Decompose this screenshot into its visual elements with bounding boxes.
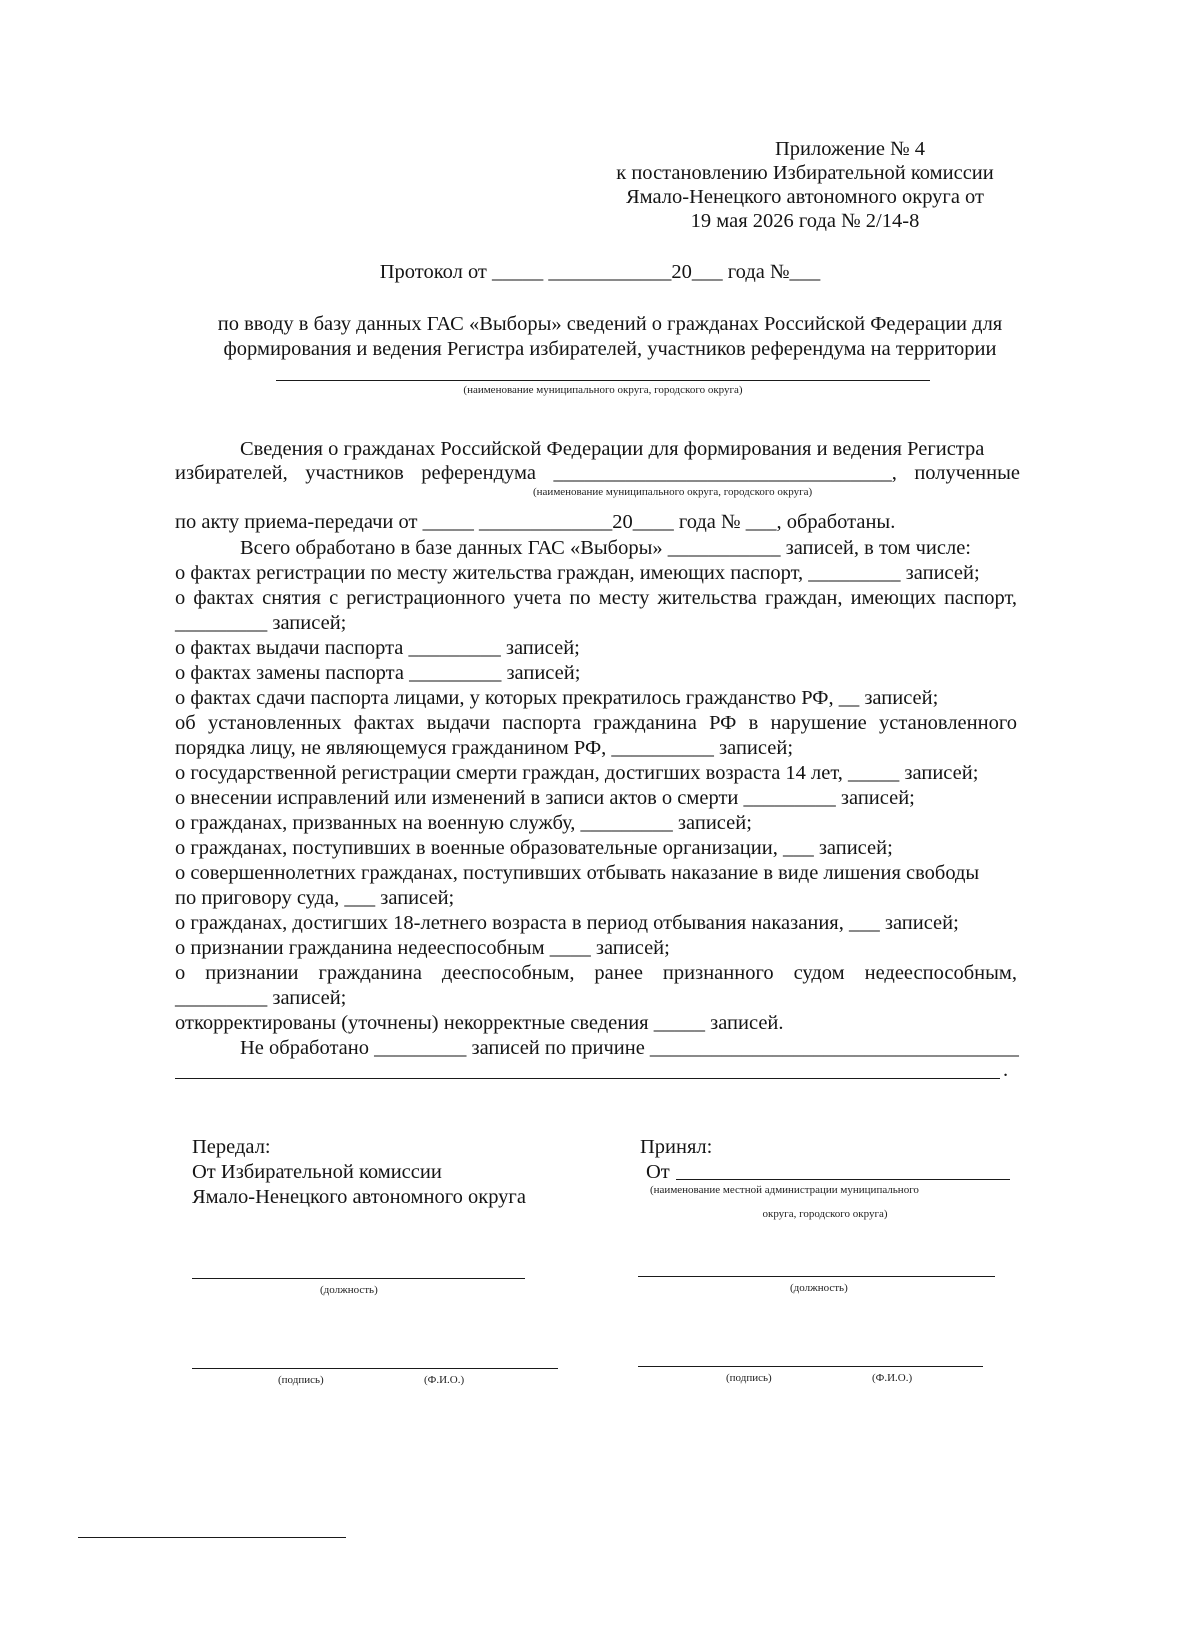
transferred-by-title: Передал: (192, 1136, 271, 1158)
list-item: о государственной регистрации смерти граждан, достигших возраста 14 лет, _____ записей; (175, 762, 979, 784)
list-item: об установленных фактах выдачи паспорта гражданина РФ в нарушение установленного (175, 712, 1017, 734)
left-position-caption: (должность) (320, 1284, 378, 1296)
list-item: порядка лицу, не являющемуся гражданином РФ, __________ записей; (175, 737, 794, 759)
received-by-org-line (676, 1179, 1010, 1180)
list-item: по приговору суда, ___ записей; (175, 887, 455, 909)
act-line: по акту приема-передачи от _____ _____________20____ года № ___, обработаны. (175, 511, 896, 533)
list-item: _________ записей; (175, 987, 347, 1009)
footnote-separator (78, 1537, 346, 1538)
list-item: о гражданах, достигших 18-летнего возраста в период отбывания наказания, ___ записей; (175, 912, 959, 934)
reason-end-dot: . (1003, 1059, 1009, 1081)
list-item: о внесении исправлений или изменений в записи актов о смерти _________ записей; (175, 787, 915, 809)
left-position-line (192, 1278, 525, 1279)
left-signature-caption: (подпись) (278, 1374, 324, 1386)
transferred-by-org-line1: От Избирательной комиссии (192, 1161, 442, 1183)
header-date-number: 19 мая 2026 года № 2/14-8 (690, 210, 920, 232)
territory-blank-line (276, 380, 930, 381)
list-item: о признании гражданина недееспособным ____ записей; (175, 937, 670, 959)
not-processed-line: Не обработано _________ записей по причине ____________________________________ (240, 1037, 1019, 1059)
list-item: о совершеннолетних гражданах, поступивших отбывать наказание в виде лишения свободы (175, 862, 980, 884)
right-name-caption: (Ф.И.О.) (872, 1372, 913, 1384)
list-item: о признании гражданина дееспособным, ранее признанного судом недееспособным, (175, 962, 1017, 984)
list-item: откорректированы (уточнены) некорректные сведения _____ записей. (175, 1012, 784, 1034)
list-item: о фактах сдачи паспорта лицами, у которых прекратилось гражданство РФ, __ записей; (175, 687, 939, 709)
left-signature-line (192, 1368, 558, 1369)
left-name-caption: (Ф.И.О.) (424, 1374, 465, 1386)
received-by-from: От (646, 1161, 670, 1183)
received-by-org-caption-line1: (наименование местной администрации муниципального (650, 1184, 919, 1196)
reason-blank-line (175, 1078, 1000, 1079)
transferred-by-org-line2: Ямало-Ненецкого автономного округа (192, 1186, 526, 1208)
list-item: о фактах регистрации по месту жительства граждан, имеющих паспорт, _________ записей; (175, 562, 980, 584)
list-item: _________ записей; (175, 612, 347, 634)
protocol-subtitle-line2: формирования и ведения Регистра избирателей, участников референдума на территории (223, 338, 997, 360)
list-item: о фактах снятия с регистрационного учета по месту жительства граждан, имеющих паспорт, (175, 587, 1017, 609)
right-position-line (638, 1276, 995, 1277)
list-item: о фактах выдачи паспорта _________ записей; (175, 637, 580, 659)
territory-caption: (наименование муниципального округа, городского округа) (463, 384, 743, 396)
intro-line1: Сведения о гражданах Российской Федерации для формирования и ведения Регистра (240, 438, 985, 460)
right-position-caption: (должность) (790, 1282, 848, 1294)
intro-line2: избирателей, участников референдума _________________________________, полученные (175, 462, 1020, 484)
intro-line2-caption: (наименование муниципального округа, городского округа) (533, 486, 813, 498)
total-processed-line: Всего обработано в базе данных ГАС «Выборы» ___________ записей, в том числе: (240, 537, 972, 559)
received-by-org-caption-line2: округа, городского округа) (762, 1208, 888, 1220)
list-item: о гражданах, поступивших в военные образовательные организации, ___ записей; (175, 837, 893, 859)
right-signature-caption: (подпись) (726, 1372, 772, 1384)
protocol-title: Протокол от _____ ____________20___ года №___ (379, 261, 821, 283)
header-appendix-number: Приложение № 4 (774, 138, 926, 160)
protocol-subtitle-line1: по вводу в базу данных ГАС «Выборы» сведений о гражданах Российской Федерации для (217, 313, 1003, 335)
right-signature-line (638, 1366, 983, 1367)
list-item: о фактах замены паспорта _________ записей; (175, 662, 581, 684)
received-by-title: Принял: (640, 1136, 713, 1158)
list-item: о гражданах, призванных на военную службу, _________ записей; (175, 812, 752, 834)
header-district: Ямало-Ненецкого автономного округа от (626, 186, 984, 208)
header-resolution-ref: к постановлению Избирательной комиссии (616, 162, 994, 184)
